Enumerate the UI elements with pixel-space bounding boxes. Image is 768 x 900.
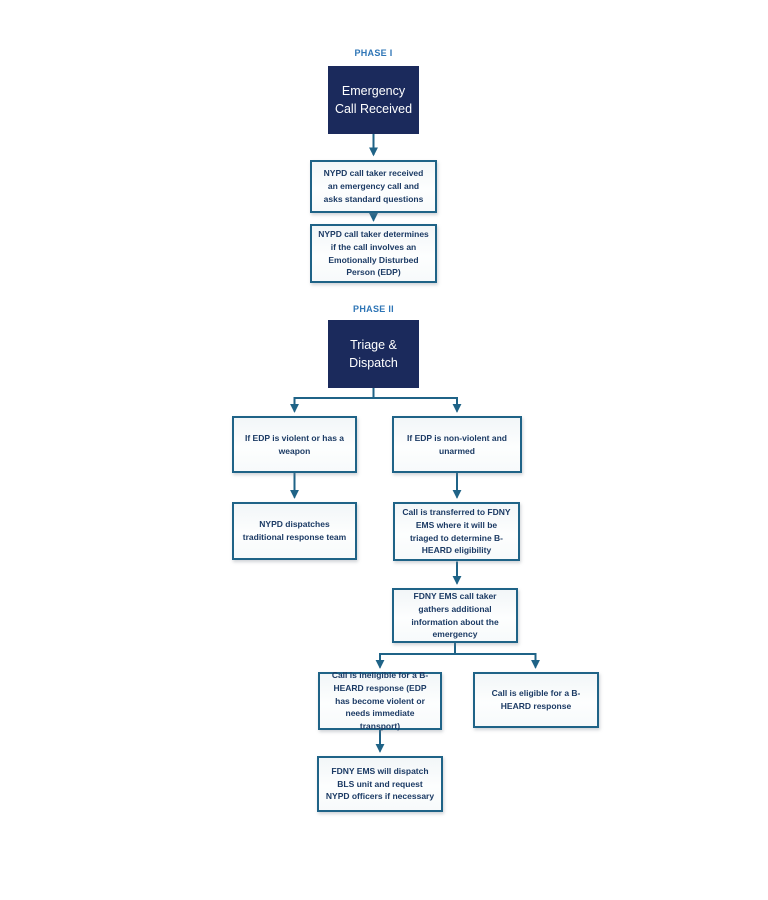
node-transfer-fdny: Call is transferred to FDNY EMS where it will be triaged to determine B-HEARD eligibility (393, 502, 520, 561)
phase2-label: PHASE II (353, 304, 394, 314)
node-call-received: NYPD call taker received an emergency call and asks standard questions (310, 160, 437, 213)
phase1-label: PHASE I (354, 48, 393, 58)
node-dispatch-bls: FDNY EMS will dispatch BLS unit and request NYPD officers if necessary (317, 756, 443, 812)
node-eligible: Call is eligible for a B-HEARD response (473, 672, 599, 728)
phase2-header-box: Triage & Dispatch (328, 320, 419, 388)
node-gather-info: FDNY EMS call taker gathers additional information about the emergency (392, 588, 518, 643)
node-violent-condition: If EDP is violent or has a weapon (232, 416, 357, 473)
node-nypd-dispatch: NYPD dispatches traditional response team (232, 502, 357, 560)
phase1-header-box: Emergency Call Received (328, 66, 419, 134)
node-ineligible: Call is ineligible for a B-HEARD response (EDP has become violent or needs immediate transport) (318, 672, 442, 730)
node-edp-determination: NYPD call taker determines if the call involves an Emotionally Disturbed Person (EDP) (310, 224, 437, 283)
node-nonviolent-condition: If EDP is non-violent and unarmed (392, 416, 522, 473)
